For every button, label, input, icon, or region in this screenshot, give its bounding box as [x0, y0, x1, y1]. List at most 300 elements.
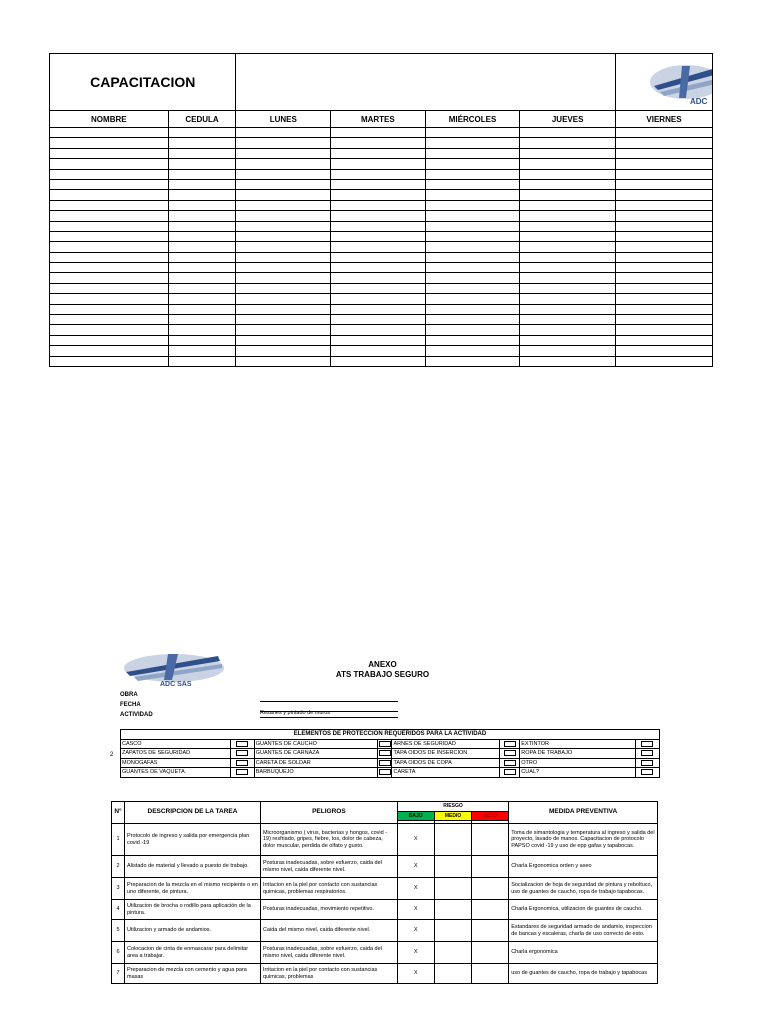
attendance-row: [50, 211, 713, 221]
attendance-cell[interactable]: [425, 294, 520, 304]
attendance-row: [50, 273, 713, 283]
attendance-cell[interactable]: [50, 273, 169, 283]
risk-bajo-mark: X: [397, 824, 434, 856]
task-description: Utilizacion y armado de andamios.: [124, 920, 260, 942]
attendance-cell[interactable]: [615, 231, 712, 241]
svg-text:ADC SAS: ADC SAS: [160, 681, 192, 688]
epp-row: [121, 739, 660, 749]
attendance-row: [50, 221, 713, 231]
attendance-cell[interactable]: [615, 242, 712, 252]
attendance-cell[interactable]: [236, 273, 331, 283]
attendance-cell[interactable]: [425, 325, 520, 335]
attendance-cell[interactable]: [168, 190, 236, 200]
attendance-cell[interactable]: [520, 325, 616, 335]
attendance-cell[interactable]: [615, 128, 712, 138]
attendance-cell[interactable]: [615, 200, 712, 210]
attendance-cell[interactable]: [236, 294, 331, 304]
attendance-cell[interactable]: [425, 252, 520, 262]
task-preventive-measure: Charla ergonomica: [509, 942, 658, 964]
ats-row: [112, 900, 658, 920]
attendance-cell[interactable]: [520, 190, 616, 200]
attendance-cell[interactable]: [50, 169, 169, 179]
attendance-cell[interactable]: [520, 159, 616, 169]
attendance-cell[interactable]: [168, 294, 236, 304]
attendance-cell[interactable]: [331, 138, 426, 148]
epp-item-label: ZAPATOS DE SEGURIDAD: [121, 749, 231, 759]
attendance-cell[interactable]: [331, 304, 426, 314]
attendance-cell[interactable]: [331, 273, 426, 283]
attendance-cell[interactable]: [331, 211, 426, 221]
attendance-cell[interactable]: [425, 315, 520, 325]
capacitacion-blank-header: [236, 54, 615, 111]
attendance-cell[interactable]: [520, 179, 616, 189]
attendance-cell[interactable]: [331, 315, 426, 325]
task-number: 2: [112, 856, 125, 878]
attendance-cell[interactable]: [425, 242, 520, 252]
epp-checkbox[interactable]: [378, 758, 392, 768]
attendance-cell[interactable]: [520, 231, 616, 241]
attendance-cell[interactable]: [425, 335, 520, 345]
attendance-row: [50, 283, 713, 293]
attendance-cell[interactable]: [425, 128, 520, 138]
attendance-cell[interactable]: [425, 159, 520, 169]
attendance-row: [50, 231, 713, 241]
task-preventive-measure: Socializacion de hoja de seguridad de pintura y reboltuco, uso de guantes de caucho, ropa de trabajo tapabocas.: [509, 878, 658, 900]
attendance-cell[interactable]: [425, 304, 520, 314]
attendance-cell[interactable]: [331, 159, 426, 169]
epp-item-label: ARNES DE SEGURIDAD: [392, 739, 500, 749]
attendance-cell[interactable]: [236, 325, 331, 335]
attendance-cell[interactable]: [520, 169, 616, 179]
epp-item-label: OTRO: [520, 758, 636, 768]
attendance-cell[interactable]: [520, 263, 616, 273]
task-number: 1: [112, 824, 125, 856]
risk-bajo-mark: X: [397, 900, 434, 920]
attendance-cell[interactable]: [520, 304, 616, 314]
epp-checkbox[interactable]: [635, 739, 659, 749]
risk-alto-mark: [472, 900, 509, 920]
attendance-cell[interactable]: [615, 179, 712, 189]
epp-header: ELEMENTOS DE PROTECCION REQUERIDOS PARA LA ACTIVIDAD: [121, 730, 660, 740]
task-hazards: Posturas inadecuadas, movimiento repetitivo.: [260, 900, 397, 920]
ats-row: [112, 964, 658, 984]
attendance-cell[interactable]: [236, 252, 331, 262]
attendance-cell[interactable]: [615, 356, 712, 366]
task-hazards: Microorganismo ( virus, bacterias y hongos, covid - 19) resfriado, gripes, fiebre, tos, dolor de cabeza, dolor muscular, perdida de olfato y gusto.: [260, 824, 397, 856]
attendance-cell[interactable]: [168, 356, 236, 366]
ats-row: [112, 878, 658, 900]
ats-row: [112, 856, 658, 878]
epp-item-label: BARBUQUEJO: [254, 768, 378, 778]
attendance-row: [50, 128, 713, 138]
obra-label: OBRA: [120, 692, 138, 698]
attendance-cell[interactable]: [331, 335, 426, 345]
attendance-cell[interactable]: [425, 190, 520, 200]
task-preventive-measure: Charla Ergonomica orden y aseo: [509, 856, 658, 878]
attendance-cell[interactable]: [520, 273, 616, 283]
attendance-cell[interactable]: [168, 138, 236, 148]
ats-row: [112, 824, 658, 856]
epp-checkbox[interactable]: [500, 749, 520, 759]
attendance-cell[interactable]: [615, 159, 712, 169]
attendance-cell[interactable]: [331, 169, 426, 179]
attendance-cell[interactable]: [50, 346, 169, 356]
col-lunes: LUNES: [236, 111, 331, 128]
attendance-cell[interactable]: [50, 138, 169, 148]
attendance-cell[interactable]: [236, 200, 331, 210]
attendance-cell[interactable]: [168, 148, 236, 158]
attendance-cell[interactable]: [331, 179, 426, 189]
attendance-cell[interactable]: [236, 283, 331, 293]
col-medida: MEDIDA PREVENTIVA: [509, 802, 658, 824]
riesgo-medio: MEDIO: [434, 811, 472, 821]
attendance-cell[interactable]: [168, 315, 236, 325]
attendance-row: [50, 335, 713, 345]
attendance-cell[interactable]: [520, 138, 616, 148]
attendance-cell[interactable]: [615, 315, 712, 325]
attendance-cell[interactable]: [615, 211, 712, 221]
attendance-cell[interactable]: [236, 346, 331, 356]
attendance-cell[interactable]: [425, 231, 520, 241]
attendance-cell[interactable]: [331, 252, 426, 262]
attendance-cell[interactable]: [236, 335, 331, 345]
epp-row: [121, 768, 660, 778]
attendance-cell[interactable]: [615, 304, 712, 314]
col-num: N°: [112, 802, 125, 824]
task-hazards: Irritacion en la piel por contacto con sustancias quimicas, problemas respiratorios.: [260, 878, 397, 900]
attendance-cell[interactable]: [168, 159, 236, 169]
risk-alto-mark: [472, 856, 509, 878]
attendance-cell[interactable]: [520, 315, 616, 325]
attendance-cell[interactable]: [425, 283, 520, 293]
epp-checkbox[interactable]: [500, 758, 520, 768]
risk-medio-mark: [434, 964, 472, 984]
attendance-cell[interactable]: [331, 190, 426, 200]
attendance-cell[interactable]: [615, 273, 712, 283]
attendance-cell[interactable]: [50, 179, 169, 189]
attendance-cell[interactable]: [50, 304, 169, 314]
attendance-cell[interactable]: [168, 304, 236, 314]
task-description: Protocolo de ingreso y salida por emergencia plan covid -19: [124, 824, 260, 856]
attendance-cell[interactable]: [520, 242, 616, 252]
attendance-cell[interactable]: [50, 231, 169, 241]
attendance-cell[interactable]: [520, 283, 616, 293]
attendance-cell[interactable]: [168, 273, 236, 283]
attendance-cell[interactable]: [168, 242, 236, 252]
attendance-cell[interactable]: [520, 252, 616, 262]
attendance-cell[interactable]: [331, 200, 426, 210]
epp-item-label: EXTINTOR: [520, 739, 636, 749]
attendance-cell[interactable]: [236, 304, 331, 314]
attendance-row: [50, 346, 713, 356]
attendance-cell[interactable]: [168, 179, 236, 189]
attendance-cell[interactable]: [331, 325, 426, 335]
attendance-row: [50, 304, 713, 314]
epp-item-label: MONOGAFAS: [121, 758, 231, 768]
attendance-row: [50, 263, 713, 273]
attendance-cell[interactable]: [236, 211, 331, 221]
row-marker: 2: [110, 752, 114, 758]
col-nombre: NOMBRE: [50, 111, 169, 128]
attendance-cell[interactable]: [331, 231, 426, 241]
attendance-cell[interactable]: [615, 263, 712, 273]
task-description: Colocacion de cinta de enmascarar para delimitar area a trabajar.: [124, 942, 260, 964]
capacitacion-table: [49, 53, 713, 367]
attendance-cell[interactable]: [520, 294, 616, 304]
col-jueves: JUEVES: [520, 111, 616, 128]
attendance-cell[interactable]: [50, 221, 169, 231]
attendance-cell[interactable]: [168, 325, 236, 335]
attendance-cell[interactable]: [50, 294, 169, 304]
attendance-cell[interactable]: [520, 346, 616, 356]
epp-item-label: GUANTES DE CARNAZA: [254, 749, 378, 759]
attendance-row: [50, 138, 713, 148]
anexo-title-line1: ANEXO: [368, 660, 397, 669]
attendance-cell[interactable]: [331, 346, 426, 356]
attendance-cell[interactable]: [50, 128, 169, 138]
attendance-cell[interactable]: [50, 335, 169, 345]
epp-item-label: TAPA OIDOS DE INSERCION: [392, 749, 500, 759]
epp-checkbox[interactable]: [635, 758, 659, 768]
risk-medio-mark: [434, 900, 472, 920]
attendance-cell[interactable]: [615, 283, 712, 293]
attendance-cell[interactable]: [236, 190, 331, 200]
task-preventive-measure: Toma de simantologia y temperatura al ingreso y salida del proyecto, lavado de manos. Capacitacion de protocolo PAPSO covid -19 y uso de epp gafas y tapabocas.: [509, 824, 658, 856]
logo-cell: [615, 54, 712, 111]
attendance-cell[interactable]: [236, 159, 331, 169]
capacitacion-title: CAPACITACION: [50, 54, 236, 111]
risk-bajo-mark: X: [397, 942, 434, 964]
attendance-cell[interactable]: [331, 263, 426, 273]
epp-item-label: GUANTES DE CAUCHO: [254, 739, 378, 749]
risk-alto-mark: [472, 878, 509, 900]
attendance-cell[interactable]: [168, 252, 236, 262]
risk-bajo-mark: X: [397, 964, 434, 984]
attendance-cell[interactable]: [50, 211, 169, 221]
attendance-cell[interactable]: [236, 242, 331, 252]
attendance-row: [50, 190, 713, 200]
attendance-cell[interactable]: [50, 242, 169, 252]
attendance-cell[interactable]: [168, 128, 236, 138]
attendance-cell[interactable]: [168, 221, 236, 231]
attendance-cell[interactable]: [50, 283, 169, 293]
attendance-cell[interactable]: [615, 325, 712, 335]
attendance-cell[interactable]: [615, 335, 712, 345]
epp-checkbox[interactable]: [230, 768, 254, 778]
risk-medio-mark: [434, 920, 472, 942]
actividad-label: ACTIVIDAD: [120, 712, 153, 718]
attendance-cell[interactable]: [331, 128, 426, 138]
attendance-cell[interactable]: [236, 221, 331, 231]
task-hazards: Posturas inadecuadas, sobre esfuerzo, caida del mismo nivel, caida diferente nivel.: [260, 942, 397, 964]
epp-item-label: ROPA DE TRABAJO: [520, 749, 636, 759]
risk-medio-mark: [434, 856, 472, 878]
attendance-cell[interactable]: [331, 148, 426, 158]
attendance-row: [50, 325, 713, 335]
epp-checkbox[interactable]: [230, 758, 254, 768]
ats-row: [112, 920, 658, 942]
attendance-row: [50, 169, 713, 179]
attendance-cell[interactable]: [520, 200, 616, 210]
attendance-cell[interactable]: [425, 356, 520, 366]
attendance-cell[interactable]: [615, 294, 712, 304]
attendance-cell[interactable]: [50, 263, 169, 273]
attendance-cell[interactable]: [425, 169, 520, 179]
attendance-cell[interactable]: [168, 169, 236, 179]
attendance-cell[interactable]: [168, 211, 236, 221]
actividad-field[interactable]: Resanes y pintado de muros: [260, 709, 398, 718]
attendance-cell[interactable]: [50, 148, 169, 158]
attendance-cell[interactable]: [425, 211, 520, 221]
task-number: 5: [112, 920, 125, 942]
task-preventive-measure: Charla Ergonomica, utilizacion de guantes de caucho.: [509, 900, 658, 920]
epp-checkbox[interactable]: [230, 749, 254, 759]
task-hazards: Posturas inadecuadas, sobre esfuerzo, caida del mismo nivel, caida diferente nivel.: [260, 856, 397, 878]
svg-text:ADC: ADC: [689, 97, 708, 106]
attendance-cell[interactable]: [615, 221, 712, 231]
attendance-cell[interactable]: [236, 231, 331, 241]
attendance-cell[interactable]: [168, 263, 236, 273]
attendance-cell[interactable]: [168, 283, 236, 293]
col-riesgo: RIESGO: [397, 802, 508, 812]
attendance-cell[interactable]: [50, 315, 169, 325]
risk-alto-mark: [472, 942, 509, 964]
anexo-title-line2: ATS TRABAJO SEGURO: [335, 670, 430, 679]
attendance-cell[interactable]: [236, 138, 331, 148]
anexo-title: [300, 660, 465, 680]
col-peligros: PELIGROS: [260, 802, 397, 824]
attendance-cell[interactable]: [50, 325, 169, 335]
attendance-cell[interactable]: [425, 200, 520, 210]
epp-row: [121, 749, 660, 759]
attendance-cell[interactable]: [168, 200, 236, 210]
attendance-cell[interactable]: [615, 190, 712, 200]
attendance-cell[interactable]: [425, 138, 520, 148]
attendance-cell[interactable]: [615, 169, 712, 179]
task-preventive-measure: uso de guantes de caucho, ropa de trabajo y tapabocas: [509, 964, 658, 984]
attendance-cell[interactable]: [236, 179, 331, 189]
fecha-label: FECHA: [120, 702, 141, 708]
attendance-cell[interactable]: [236, 356, 331, 366]
attendance-cell[interactable]: [236, 148, 331, 158]
epp-checkbox[interactable]: [378, 768, 392, 778]
attendance-cell[interactable]: [50, 159, 169, 169]
task-hazards: Irritacion en la piel por contacto con sustancias quimicas, problemas: [260, 964, 397, 984]
attendance-cell[interactable]: [50, 190, 169, 200]
col-martes: MARTES: [331, 111, 426, 128]
attendance-cell[interactable]: [425, 263, 520, 273]
attendance-row: [50, 179, 713, 189]
attendance-row: [50, 294, 713, 304]
attendance-cell[interactable]: [236, 263, 331, 273]
attendance-cell[interactable]: [520, 211, 616, 221]
attendance-cell[interactable]: [331, 221, 426, 231]
obra-field[interactable]: [260, 693, 398, 702]
attendance-cell[interactable]: [425, 346, 520, 356]
attendance-cell[interactable]: [50, 200, 169, 210]
attendance-cell[interactable]: [50, 252, 169, 262]
col-cedula: CEDULA: [168, 111, 236, 128]
risk-medio-mark: [434, 824, 472, 856]
epp-item-label: CARETA DE SOLDAR: [254, 758, 378, 768]
attendance-cell[interactable]: [520, 148, 616, 158]
task-hazards: Caida del mismo nivel, caida diferente nivel.: [260, 920, 397, 942]
task-description: Utilizacion de brocha o rodillo para aplicación de la pintura.: [124, 900, 260, 920]
attendance-cell[interactable]: [520, 221, 616, 231]
epp-checkbox[interactable]: [378, 739, 392, 749]
risk-bajo-mark: X: [397, 920, 434, 942]
riesgo-alto: ALTO: [472, 811, 509, 821]
task-number: 6: [112, 942, 125, 964]
task-description: Preparacion de la mezcla en el mismo recipiente o en uno diferente, de pintura.: [124, 878, 260, 900]
epp-checkbox[interactable]: [500, 768, 520, 778]
attendance-row: [50, 148, 713, 158]
attendance-cell[interactable]: [168, 346, 236, 356]
col-descripcion: DESCRIPCION DE LA TAREA: [124, 802, 260, 824]
attendance-cell[interactable]: [50, 356, 169, 366]
epp-checkbox[interactable]: [635, 768, 659, 778]
task-description: Preparacion de mezcla con cemento y agua para masas: [124, 964, 260, 984]
attendance-cell[interactable]: [236, 315, 331, 325]
company-logo: [646, 58, 712, 106]
attendance-cell[interactable]: [425, 179, 520, 189]
attendance-row: [50, 159, 713, 169]
attendance-cell[interactable]: [425, 221, 520, 231]
attendance-row: [50, 242, 713, 252]
epp-checkbox[interactable]: [230, 739, 254, 749]
attendance-rows: [50, 128, 713, 367]
attendance-cell[interactable]: [168, 335, 236, 345]
epp-item-label: CUAL?: [520, 768, 636, 778]
ats-company-logo: [118, 650, 230, 690]
task-number: 3: [112, 878, 125, 900]
epp-checkbox[interactable]: [635, 749, 659, 759]
attendance-cell[interactable]: [520, 128, 616, 138]
epp-checkbox[interactable]: [500, 739, 520, 749]
attendance-cell[interactable]: [331, 356, 426, 366]
attendance-cell[interactable]: [236, 128, 331, 138]
epp-table: [120, 729, 660, 778]
attendance-cell[interactable]: [331, 294, 426, 304]
col-miercoles: MIÉRCOLES: [425, 111, 520, 128]
attendance-cell[interactable]: [425, 273, 520, 283]
task-number: 7: [112, 964, 125, 984]
attendance-cell[interactable]: [615, 138, 712, 148]
attendance-cell[interactable]: [236, 169, 331, 179]
epp-item-label: CARETA: [392, 768, 500, 778]
attendance-cell[interactable]: [520, 335, 616, 345]
attendance-cell[interactable]: [615, 148, 712, 158]
attendance-cell[interactable]: [615, 252, 712, 262]
ats-row: [112, 942, 658, 964]
attendance-cell[interactable]: [331, 283, 426, 293]
risk-medio-mark: [434, 942, 472, 964]
attendance-cell[interactable]: [615, 346, 712, 356]
attendance-cell[interactable]: [520, 356, 616, 366]
risk-bajo-mark: X: [397, 878, 434, 900]
riesgo-bajo: BAJO: [397, 811, 434, 821]
task-number: 4: [112, 900, 125, 920]
attendance-cell[interactable]: [168, 231, 236, 241]
attendance-cell[interactable]: [425, 148, 520, 158]
attendance-row: [50, 200, 713, 210]
epp-checkbox[interactable]: [378, 749, 392, 759]
attendance-row: [50, 356, 713, 366]
risk-alto-mark: [472, 964, 509, 984]
attendance-row: [50, 252, 713, 262]
attendance-cell[interactable]: [331, 242, 426, 252]
col-viernes: VIERNES: [615, 111, 712, 128]
